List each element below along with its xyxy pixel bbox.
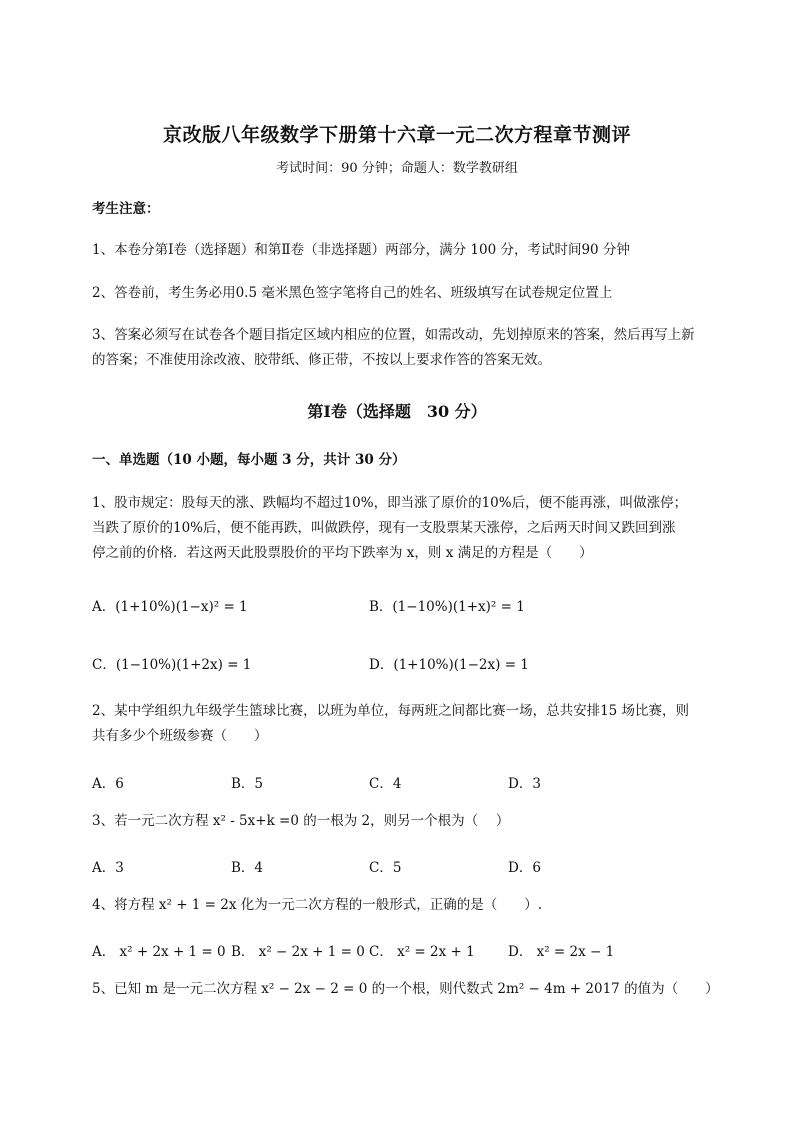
notice-item-1: 1、本卷分第Ⅰ卷（选择题）和第Ⅱ卷（非选择题）两部分，满分 100 分，考试时间90 分钟 (92, 242, 630, 258)
notice-item-3-line-2: 的答案；不准使用涂改液、胶带纸、修正带，不按以上要求作答的答案无效。 (92, 352, 551, 368)
page-title: 京改版八年级数学下册第十六章一元二次方程章节测评 (162, 124, 631, 146)
question-5-line-1: 5、已知 m 是一元二次方程 x² − 2x − 2 = 0 的一个根，则代数式 2m² − 4m + 2017 的值为（ ） (92, 981, 719, 997)
question-3-option-c[interactable]: C．5 (369, 860, 402, 876)
question-2-option-b[interactable]: B．5 (231, 776, 264, 792)
question-4-option-c[interactable]: C． x² = 2x + 1 (369, 944, 475, 960)
question-1-option-c[interactable]: C．(1−10%)(1+2x) = 1 (92, 657, 252, 673)
question-3-line-1: 3、若一元二次方程 x² - 5x+k =0 的一根为 2，则另一个根为（ ） (92, 813, 510, 829)
question-3-option-a[interactable]: A．3 (92, 860, 124, 876)
question-2-line-1: 2、某中学组织九年级学生篮球比赛，以班为单位，每两班之间都比赛一场，总共安排15 场比赛，则 (92, 703, 690, 719)
question-1-line-1: 1、股市规定：股每天的涨、跌幅均不超过10%，即当涨了原价的10%后，便不能再涨，叫做涨停； (92, 495, 688, 511)
question-4-option-a[interactable]: A． x² + 2x + 1 = 0 (92, 944, 226, 960)
question-2-option-a[interactable]: A．6 (92, 776, 124, 792)
question-4-option-b[interactable]: B． x² − 2x + 1 = 0 (231, 944, 365, 960)
question-3-option-d[interactable]: D．6 (508, 860, 541, 876)
question-4-line-1: 4、将方程 x² + 1 = 2x 化为一元二次方程的一般形式，正确的是（ ）. (92, 897, 543, 913)
section-title: 第Ⅰ卷（选择题 30 分） (307, 402, 487, 421)
question-2-option-d[interactable]: D．3 (508, 776, 541, 792)
question-1-option-d[interactable]: D．(1+10%)(1−2x) = 1 (369, 657, 529, 673)
part-heading: 一、单选题（10 小题，每小题 3 分，共计 30 分） (92, 452, 406, 468)
notice-heading: 考生注意： (92, 201, 160, 217)
question-4-option-d[interactable]: D． x² = 2x − 1 (508, 944, 615, 960)
exam-info: 考试时间：90 分钟；命题人：数学教研组 (276, 161, 518, 176)
question-2-line-2: 共有多少个班级参赛（ ） (92, 728, 268, 744)
question-2-option-c[interactable]: C．4 (369, 776, 402, 792)
question-1-line-3: 停之前的价格．若这两天此股票股价的平均下跌率为 x，则 x 满足的方程是（ ） (92, 545, 593, 561)
question-1-option-b[interactable]: B．(1−10%)(1+x)² = 1 (369, 599, 525, 615)
question-3-option-b[interactable]: B．4 (231, 860, 264, 876)
notice-item-2: 2、答卷前，考生务必用0.5 毫米黑色签字笔将自己的姓名、班级填写在试卷规定位置上 (92, 285, 613, 301)
question-1-option-a[interactable]: A．(1+10%)(1−x)² = 1 (92, 599, 248, 615)
notice-item-3-line-1: 3、答案必须写在试卷各个题目指定区域内相应的位置，如需改动，先划掉原来的答案，然后再写上新 (92, 327, 695, 343)
question-1-line-2: 当跌了原价的10%后，便不能再跌，叫做跌停，现有一支股票某天涨停，之后两天时间又跌回到涨 (92, 520, 676, 536)
